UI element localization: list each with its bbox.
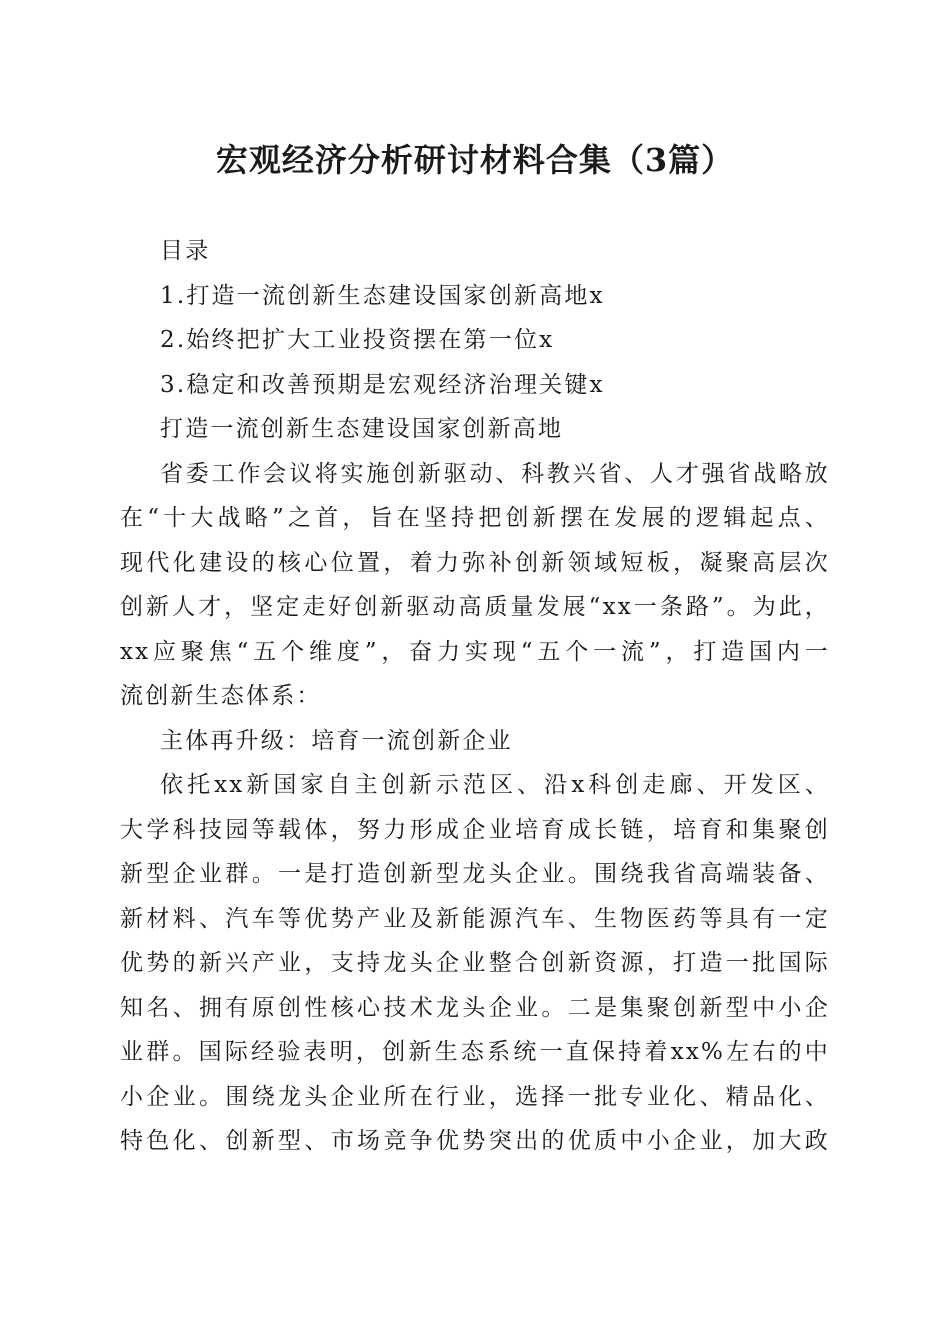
paragraph2-line-1: 依托xx新国家自主创新示范区、沿x科创走廊、开发区、	[160, 772, 830, 798]
toc-item-2: 2.始终把扩大工业投资摆在第一位x	[160, 327, 555, 353]
paragraph2-line-6: 知名、拥有原创性核心技术龙头企业。二是集聚创新型中小企	[120, 994, 830, 1021]
section-title: 打造一流创新生态建设国家创新高地	[160, 416, 564, 442]
subheading: 主体再升级：培育一流创新企业	[160, 727, 513, 754]
paragraph2-line-3: 新型企业群。一是打造创新型龙头企业。围绕我省高端装备、	[120, 861, 830, 887]
paragraph2-line-5: 优势的新兴产业，支持龙头企业整合创新资源，打造一批国际	[120, 950, 830, 976]
paragraph1-line-4: 创新人才，坚定走好创新驱动高质量发展“xx一条路”。为此，	[120, 594, 830, 620]
paragraph2-line-8: 小企业。围绕龙头企业所在行业，选择一批专业化、精品化、	[120, 1083, 830, 1110]
paragraph1-line-3: 现代化建设的核心位置，着力弥补创新领域短板，凝聚高层次	[120, 549, 830, 576]
paragraph1-line-6: 流创新生态体系：	[120, 683, 322, 709]
paragraph2-line-4: 新材料、汽车等优势产业及新能源汽车、生物医药等具有一定	[120, 905, 830, 932]
document-title: 宏观经济分析研讨材料合集（3篇）	[215, 141, 735, 179]
toc-item-3: 3.稳定和改善预期是宏观经济治理关键x	[160, 371, 605, 398]
document-body	[120, 229, 830, 1164]
paragraph1-line-2: 在“十大战略”之首，旨在坚持把创新摆在发展的逻辑起点、	[120, 505, 830, 531]
toc-item-1: 1.打造一流创新生态建设国家创新高地x	[160, 282, 605, 309]
paragraph2-line-9: 特色化、创新型、市场竞争优势突出的优质中小企业，加大政	[120, 1128, 830, 1154]
paragraph1-line-1: 省委工作会议将实施创新驱动、科教兴省、人才强省战略放	[160, 460, 830, 487]
paragraph2-line-7: 业群。国际经验表明，创新生态系统一直保持着xx%左右的中	[120, 1039, 830, 1065]
paragraph2-line-2: 大学科技园等载体，努力形成企业培育成长链，培育和集聚创	[120, 816, 830, 843]
paragraph1-line-5: xx应聚焦“五个维度”，奋力实现“五个一流”，打造国内一	[120, 638, 830, 665]
toc-heading: 目录	[160, 238, 211, 264]
